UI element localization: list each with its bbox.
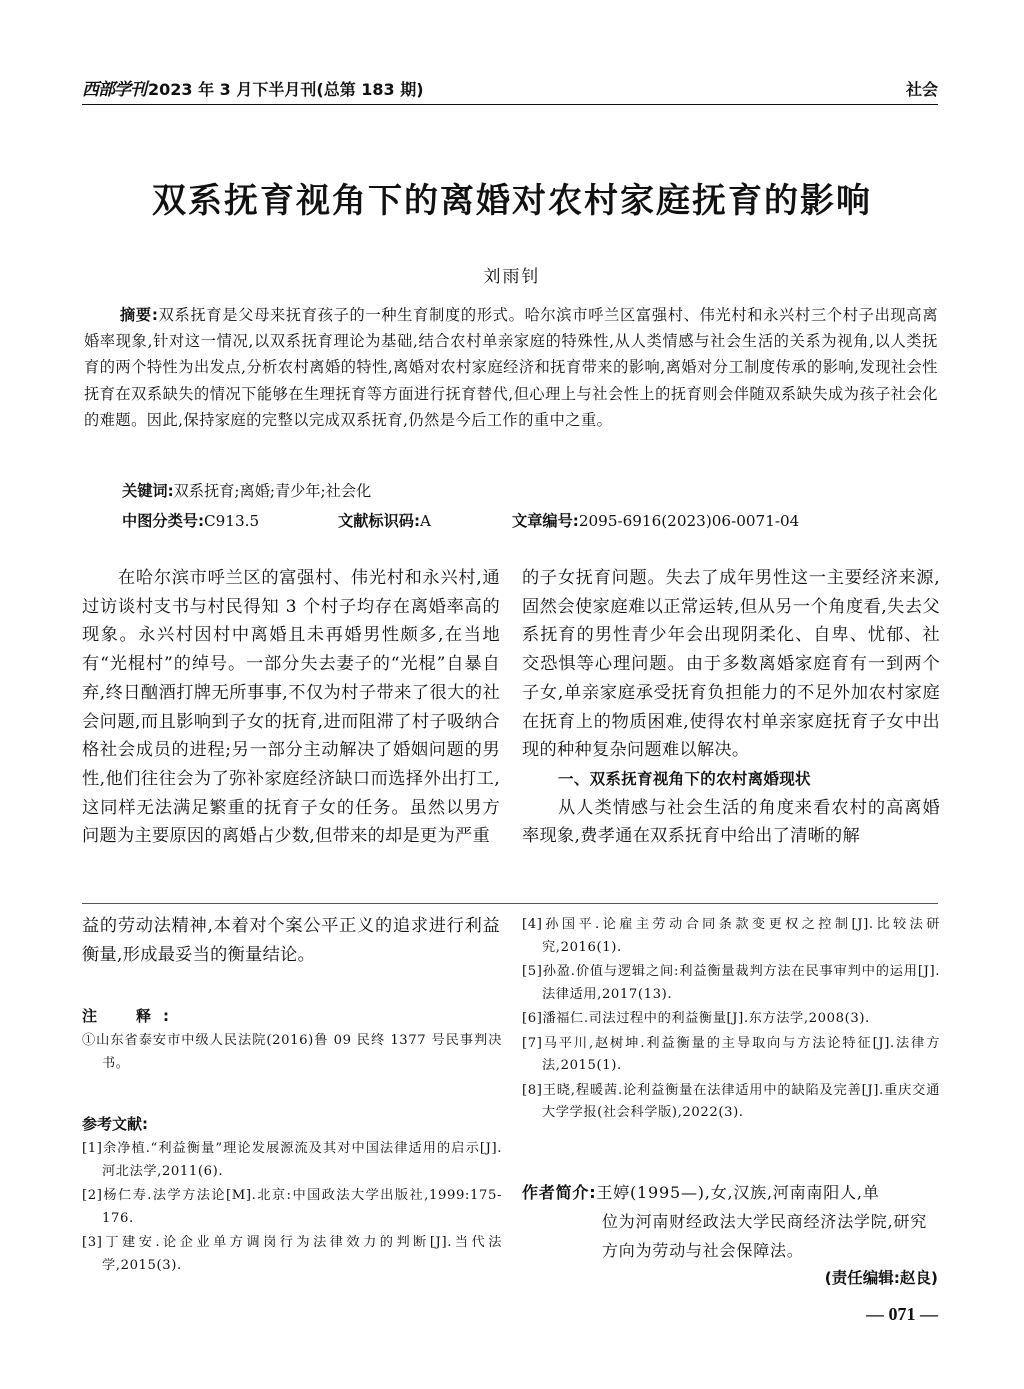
body-paragraph: 从人类情感与社会生活的角度来看农村的高离婚率现象,费孝通在双系抚育中给出了清晰的解 xyxy=(522,797,940,847)
clc-value: C913.5 xyxy=(204,512,260,530)
reference-item: [5]孙盈.价值与逻辑之间:利益衡量裁判方法在民事审判中的运用[J].法律适用,2017(13). xyxy=(522,964,940,1002)
section-divider xyxy=(82,903,938,904)
bio-first: 王婷(1995—),女,汉族,河南南阳人,单 xyxy=(596,1183,880,1202)
abstract xyxy=(84,302,938,433)
body-paragraph-continued: 的子女抚育问题。失去了成年男性这一主要经济来源,固然会使家庭难以正常运转,但从另一个角度看,失去父系抚育的男性青少年会出现阴柔化、自卑、忧郁、社交恐惧等心理问题。由于多数离婚家庭育有一到两个子女,单亲家庭承受抚育负担能力的不足外加农村家庭在抚育上的物质困难,使得农村单亲家庭抚育子女中出现的种种复杂问题难以解决。 xyxy=(522,568,940,761)
body-paragraph: 在哈尔滨市呼兰区的富强村、伟光村和永兴村,通过访谈村支书与村民得知 3 个村子均存在离婚率高的现象。永兴村因村中离婚且未再婚男性颇多,在当地有“光棍村”的绰号。一部分失去妻子的“光棍”自暴自弃,终日酗酒打牌无所事事,不仅为村子带来了很大的社会问题,而且影响到子女的抚育,进而阻滞了村子吸纳合格社会成员的进程;另一部分主动解决了婚姻问题的男性,他们往往会为了弥补家庭经济缺口而选择外出打工,这同样无法满足繁重的抚育子女的任务。虽然以男方问题为主要原因的离婚占少数,但带来的却是更为严重 xyxy=(82,568,500,847)
keywords-label: 关键词: xyxy=(122,482,174,500)
running-header xyxy=(82,70,938,105)
responsible-editor: (责任编辑:赵良) xyxy=(824,1269,938,1287)
doc-code-field xyxy=(338,510,512,531)
reference-item: [7]马平川,赵树坤.利益衡量的主导取向与方法论特征[J].法律方法,2015(1). xyxy=(522,1035,940,1073)
bio-label: 作者简介: xyxy=(522,1183,597,1202)
article-no-label: 文章编号: xyxy=(512,512,579,530)
header-left xyxy=(82,75,424,100)
article-title: 双系抚育视角下的离婚对农村家庭抚育的影响 xyxy=(152,181,872,221)
bio-rest: 位为河南财经政法大学民商经济法学院,研究方向为劳动与社会保障法。 xyxy=(602,1212,928,1260)
reference-item: [1]余净植.“利益衡量”理论发展源流及其对中国法律适用的启示[J].河北法学,2011(6). xyxy=(82,1141,502,1179)
abstract-label: 摘要: xyxy=(120,306,159,324)
notes-list xyxy=(82,1030,502,1077)
notes-title: 注 释: xyxy=(82,1007,181,1025)
page-number: — 071 — xyxy=(866,1304,938,1324)
article-no-field xyxy=(512,510,799,531)
body-right-column xyxy=(522,564,940,851)
references-left xyxy=(82,1138,502,1279)
section-heading: 一、双系抚育视角下的农村离婚现状 xyxy=(558,769,811,788)
abstract-text: 双系抚育是父母来抚育孩子的一种生育制度的形式。哈尔滨市呼兰区富强村、伟光村和永兴村三个村子出现高离婚率现象,针对这一情况,以双系抚育理论为基础,结合农村单亲家庭的特殊性,从人类情感与社会生活的关系为视角,以人类抚育的两个特性为出发点,分析农村离婚的特性,离婚对农村家庭经济和抚育带来的影响,离婚对分工制度传承的影响,发现社会性抚育在双系缺失的情况下能够在生理抚育等方面进行抚育替代,但心理上与社会性上的抚育则会伴随双系缺失成为孩子社会化的难题。因此,保持家庭的完整以完成双系抚育,仍然是今后工作的重中之重。 xyxy=(84,306,939,429)
reference-item: [6]潘福仁.司法过程中的利益衡量[J].东方法学,2008(3). xyxy=(522,1011,870,1026)
doc-code-label: 文献标识码: xyxy=(338,512,421,530)
prev-article-text: 益的劳动法精神,本着对个案公平正义的追求进行利益衡量,形成最妥当的衡量结论。 xyxy=(82,916,500,965)
clc-label: 中图分类号: xyxy=(122,512,205,530)
article-author: 刘雨钊 xyxy=(483,267,541,287)
references-title: 参考文献: xyxy=(82,1115,148,1133)
classification-line xyxy=(122,510,938,531)
article-no-value: 2095-6916(2023)06-0071-04 xyxy=(578,512,800,530)
issue-info: 2023 年 3 月下半月刊(总第 183 期) xyxy=(148,80,424,99)
references-right xyxy=(522,914,940,1127)
clc-field xyxy=(122,510,338,531)
reference-item: [4]孙国平.论雇主劳动合同条款变更权之控制[J].比较法研究,2016(1). xyxy=(522,917,940,955)
note-item: ①山东省泰安市中级人民法院(2016)鲁 09 民终 1377 号民事判决书。 xyxy=(82,1033,502,1071)
bio-first-line xyxy=(522,1178,940,1207)
body-left-column xyxy=(82,564,500,851)
keywords xyxy=(122,480,371,501)
journal-logo: 西部学刊 xyxy=(82,80,146,100)
reference-item: [3]丁建安.论企业单方调岗行为法律效力的判断[J].当代法学,2015(3). xyxy=(82,1235,502,1273)
author-bio xyxy=(522,1178,940,1265)
section-name: 社会 xyxy=(905,80,938,99)
keywords-text: 双系抚育;离婚;青少年;社会化 xyxy=(173,482,372,500)
prev-article-tail xyxy=(82,912,500,969)
reference-item: [8]王晓,程暖茜.论利益衡量在法律适用中的缺陷及完善[J].重庆交通大学学报(社会科学版),2022(3). xyxy=(522,1082,940,1120)
doc-code-value: A xyxy=(420,512,431,530)
reference-item: [2]杨仁寿.法学方法论[M].北京:中国政法大学出版社,1999:175-176. xyxy=(82,1188,502,1226)
